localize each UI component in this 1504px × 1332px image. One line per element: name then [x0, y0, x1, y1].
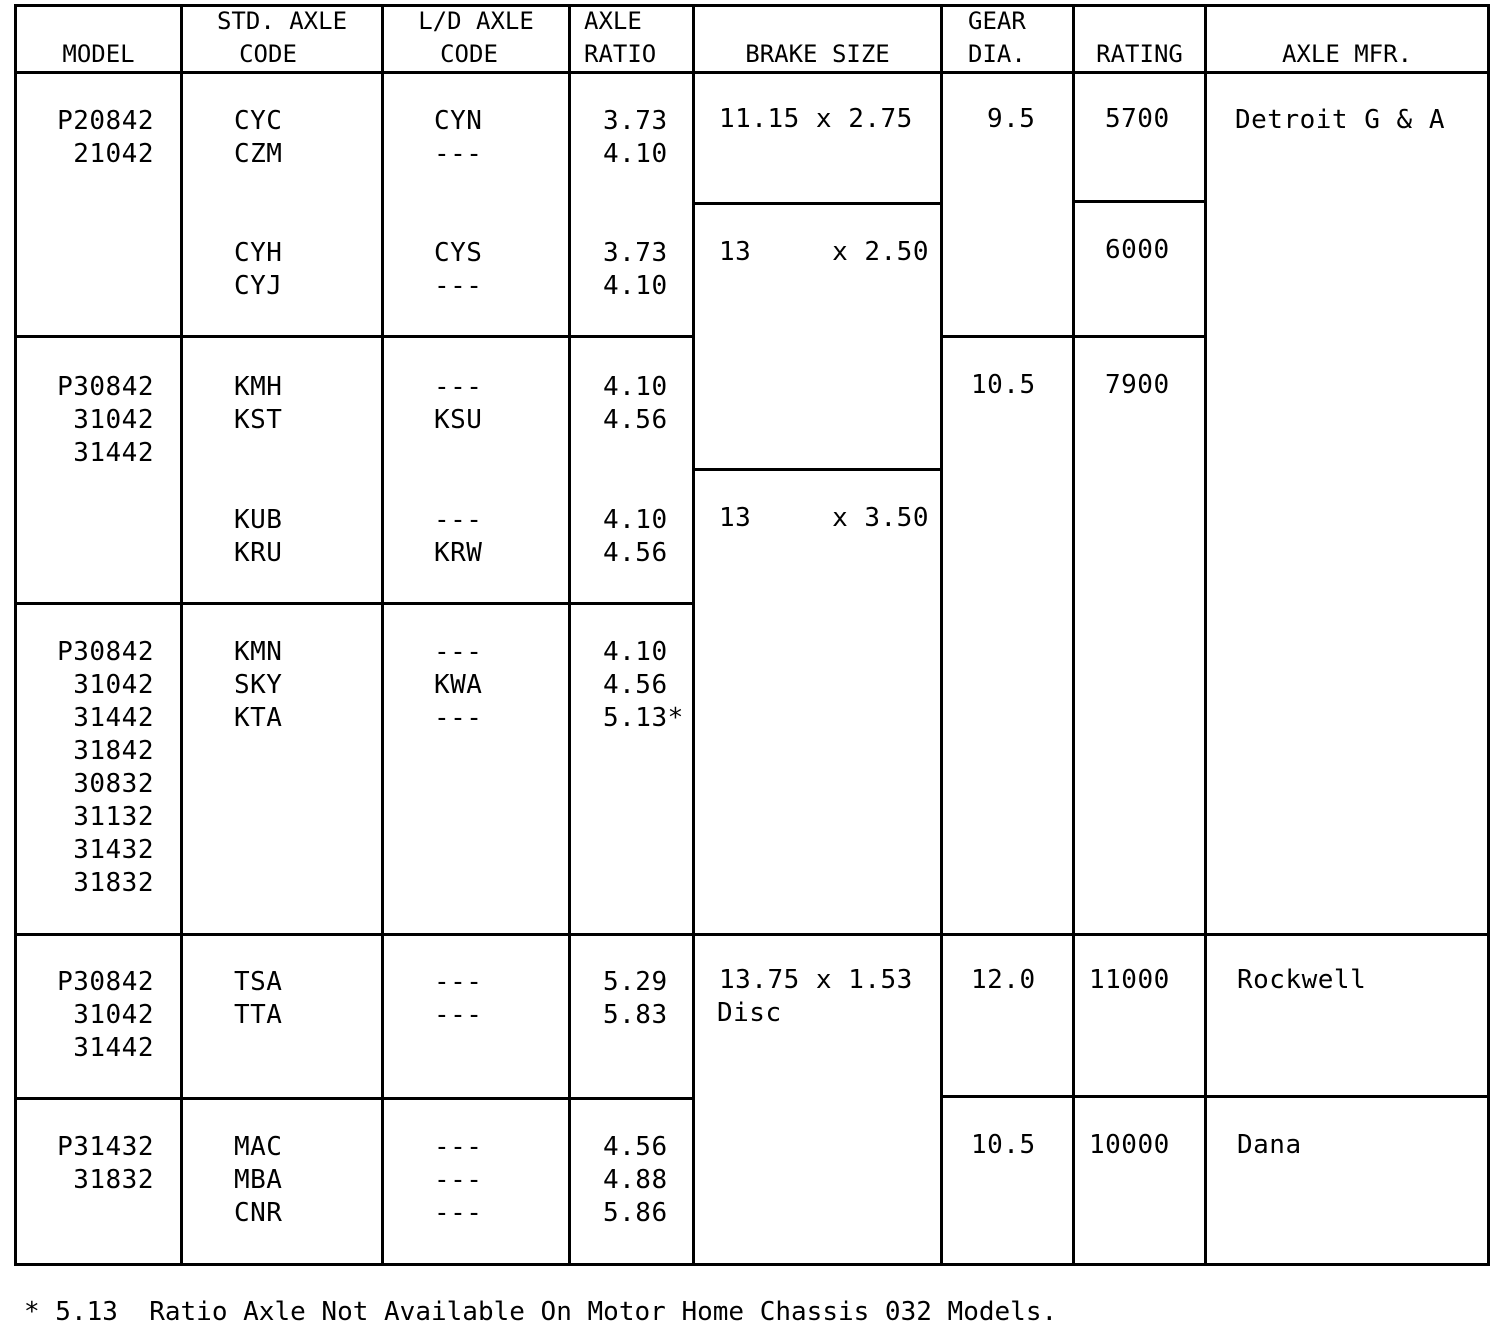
axle-ratio-cell: 3.73 — [603, 106, 668, 136]
axle-ratio-cell: 4.56 — [603, 670, 668, 700]
model-cell: P30842 — [57, 637, 154, 667]
axle-ratio-cell: 4.88 — [603, 1165, 668, 1195]
ld-axle-code-cell: --- — [434, 1000, 483, 1030]
col-sep-7 — [1204, 4, 1207, 1266]
ld-axle-code-cell: --- — [434, 1165, 483, 1195]
ld-axle-code-cell: CYS — [434, 238, 483, 268]
header-rating: RATING — [1096, 40, 1183, 68]
col-sep-5 — [940, 4, 943, 1266]
rating-sep-2 — [1072, 335, 1207, 338]
header-gear-dia-line2: DIA. — [968, 40, 1026, 68]
brake-size-cell: 13.75 x 1.53 — [719, 965, 913, 995]
axle-ratio-cell: 4.56 — [603, 405, 668, 435]
ld-axle-code-cell: --- — [434, 271, 483, 301]
std-axle-code-cell: KRU — [234, 538, 283, 568]
table-border-left — [14, 4, 17, 1266]
header-axle-ratio-line2: RATIO — [584, 40, 657, 68]
axle-mfr-cell: Dana — [1237, 1130, 1302, 1160]
header-model: MODEL — [62, 40, 135, 68]
rating-cell: 7900 — [1105, 370, 1170, 400]
axle-ratio-cell: 4.10 — [603, 637, 668, 667]
axle-ratio-cell: 4.10 — [603, 505, 668, 535]
header-ld-axle-code-line1: L/D AXLE — [418, 7, 534, 35]
rating-cell: 11000 — [1089, 965, 1170, 995]
axle-ratio-cell: 3.73 — [603, 238, 668, 268]
std-axle-code-cell: TTA — [234, 1000, 283, 1030]
std-axle-code-cell: KMN — [234, 637, 283, 667]
model-cell: 31442 — [73, 1033, 154, 1063]
ld-axle-code-cell: KWA — [434, 670, 483, 700]
gear-rating-mfr-sep — [940, 1095, 1490, 1098]
rating-sep-1 — [1072, 200, 1207, 203]
axle-ratio-cell: 4.10 — [603, 139, 668, 169]
row-sep-group-1 — [14, 335, 695, 338]
gear-dia-cell: 10.5 — [971, 1130, 1036, 1160]
header-axle-ratio-line1: AXLE — [584, 7, 642, 35]
std-axle-code-cell: CNR — [234, 1198, 283, 1228]
ld-axle-code-cell: --- — [434, 505, 483, 535]
header-ld-axle-code-line2: CODE — [440, 40, 498, 68]
axle-mfr-cell: Rockwell — [1237, 965, 1367, 995]
brake-size-cell: 13 x 3.50 — [719, 503, 929, 533]
model-cell: 31042 — [73, 1000, 154, 1030]
gear-dia-cell: 9.5 — [987, 104, 1036, 134]
row-sep-group-2 — [14, 602, 695, 605]
ld-axle-code-cell: KSU — [434, 405, 483, 435]
axle-ratio-cell: 5.13* — [603, 703, 684, 733]
axle-ratio-cell: 4.10 — [603, 271, 668, 301]
ld-axle-code-cell: --- — [434, 637, 483, 667]
brake-sep-1 — [692, 202, 943, 205]
ld-axle-code-cell: KRW — [434, 538, 483, 568]
brake-size-cell: 13 x 2.50 — [719, 237, 929, 267]
std-axle-code-cell: KUB — [234, 505, 283, 535]
axle-ratio-cell: 5.86 — [603, 1198, 668, 1228]
brake-sep-2 — [692, 468, 943, 471]
model-cell: P30842 — [57, 967, 154, 997]
ld-axle-code-cell: CYN — [434, 106, 483, 136]
model-cell: 31442 — [73, 703, 154, 733]
model-cell: P31432 — [57, 1132, 154, 1162]
ld-axle-code-cell: --- — [434, 139, 483, 169]
model-cell: 31042 — [73, 670, 154, 700]
brake-type-cell: Disc — [717, 998, 782, 1028]
ld-axle-code-cell: --- — [434, 703, 483, 733]
std-axle-code-cell: MAC — [234, 1132, 283, 1162]
ld-axle-code-cell: --- — [434, 967, 483, 997]
ld-axle-code-cell: --- — [434, 1132, 483, 1162]
brake-size-cell: 11.15 x 2.75 — [719, 104, 913, 134]
header-divider — [14, 71, 1490, 74]
gear-sep-1 — [940, 335, 1075, 338]
model-cell: P20842 — [57, 106, 154, 136]
header-axle-mfr: AXLE MFR. — [1281, 40, 1413, 68]
axle-ratio-cell: 5.29 — [603, 967, 668, 997]
std-axle-code-cell: KTA — [234, 703, 283, 733]
axle-ratio-cell: 4.56 — [603, 1132, 668, 1162]
std-axle-code-cell: CYH — [234, 238, 283, 268]
axle-ratio-cell: 4.10 — [603, 372, 668, 402]
footnote: * 5.13 Ratio Axle Not Available On Motor Home Chassis 032 Models. — [24, 1297, 1058, 1327]
model-cell: 31442 — [73, 438, 154, 468]
col-sep-2 — [381, 4, 384, 1266]
model-cell: P30842 — [57, 372, 154, 402]
rating-cell: 5700 — [1105, 104, 1170, 134]
axle-ratio-cell: 4.56 — [603, 538, 668, 568]
model-cell: 31042 — [73, 405, 154, 435]
std-axle-code-cell: MBA — [234, 1165, 283, 1195]
table-border-right — [1487, 4, 1490, 1266]
row-sep-group-3 — [14, 933, 1490, 936]
model-cell: 30832 — [73, 769, 154, 799]
std-axle-code-cell: CZM — [234, 139, 283, 169]
std-axle-code-cell: KST — [234, 405, 283, 435]
std-axle-code-cell: CYC — [234, 106, 283, 136]
ld-axle-code-cell: --- — [434, 1198, 483, 1228]
model-cell: 31842 — [73, 736, 154, 766]
model-cell: 31832 — [73, 868, 154, 898]
rating-cell: 6000 — [1105, 235, 1170, 265]
std-axle-code-cell: SKY — [234, 670, 283, 700]
header-gear-dia-line1: GEAR — [968, 7, 1026, 35]
model-cell: 31832 — [73, 1165, 154, 1195]
col-sep-3 — [568, 4, 571, 1266]
gear-dia-cell: 10.5 — [971, 370, 1036, 400]
col-sep-6 — [1072, 4, 1075, 1266]
std-axle-code-cell: KMH — [234, 372, 283, 402]
axle-ratio-cell: 5.83 — [603, 1000, 668, 1030]
axle-mfr-cell: Detroit G & A — [1235, 105, 1445, 135]
ld-axle-code-cell: --- — [434, 372, 483, 402]
gear-dia-cell: 12.0 — [971, 965, 1036, 995]
header-brake-size: BRAKE SIZE — [745, 40, 890, 68]
model-cell: 31132 — [73, 802, 154, 832]
col-sep-1 — [180, 4, 183, 1266]
table-border-bottom — [14, 1263, 1490, 1266]
rating-cell: 10000 — [1089, 1130, 1170, 1160]
model-cell: 21042 — [73, 139, 154, 169]
std-axle-code-cell: TSA — [234, 967, 283, 997]
header-std-axle-code-line2: CODE — [239, 40, 297, 68]
row-sep-group-4 — [14, 1097, 695, 1100]
std-axle-code-cell: CYJ — [234, 271, 283, 301]
col-sep-4 — [692, 4, 695, 1266]
model-cell: 31432 — [73, 835, 154, 865]
header-std-axle-code-line1: STD. AXLE — [216, 7, 348, 35]
